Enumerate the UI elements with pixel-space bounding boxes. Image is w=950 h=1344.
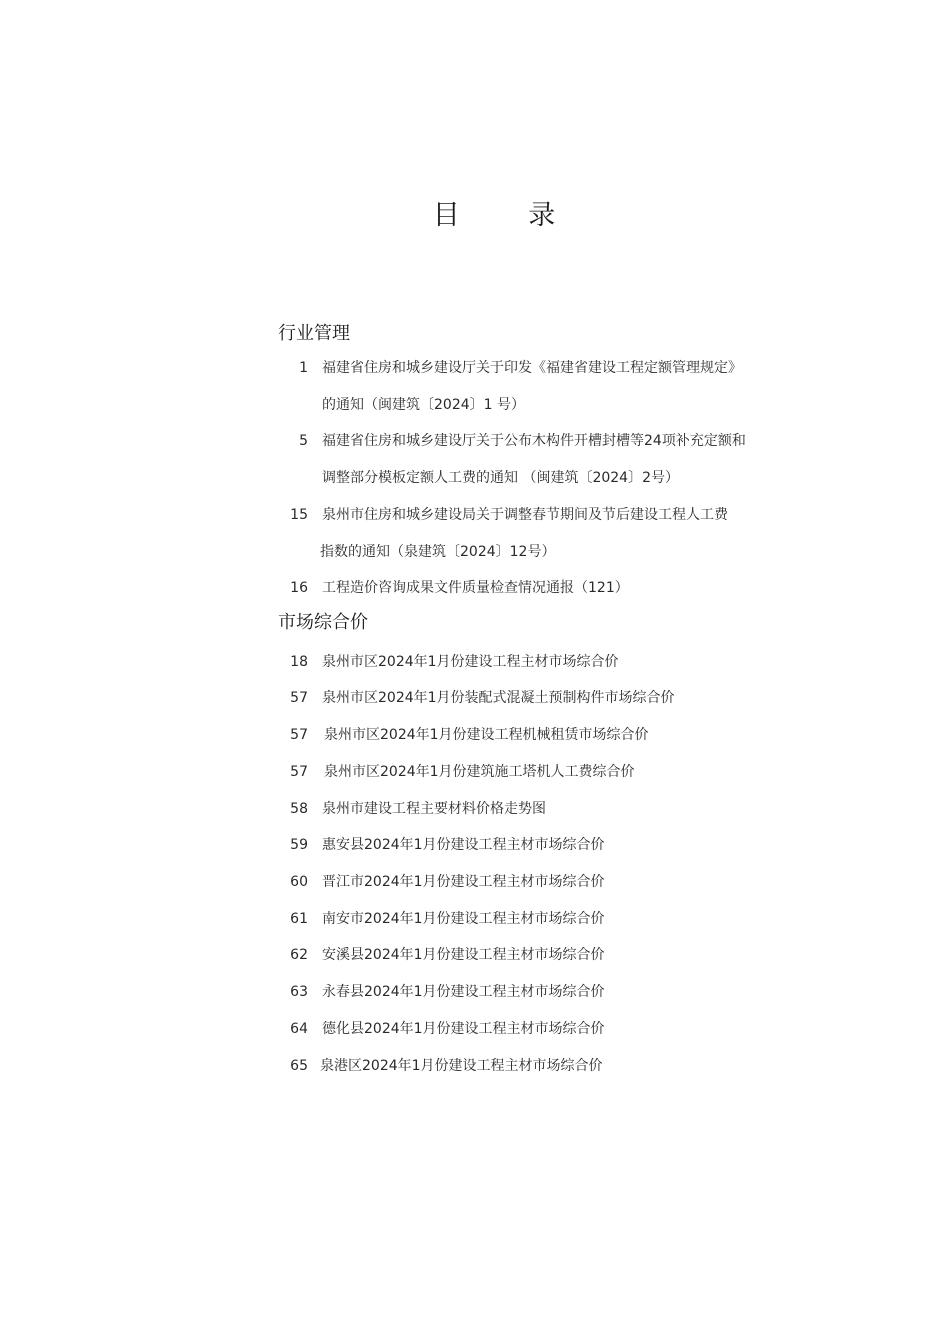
section-heading-market-price: 市场综合价 xyxy=(278,612,368,633)
toc-page-number: 65 xyxy=(290,1058,308,1074)
toc-page-number: 58 xyxy=(290,801,308,817)
section-heading-industry-management: 行业管理 xyxy=(278,323,350,344)
toc-page-number: 16 xyxy=(290,580,308,596)
toc-page-number: 18 xyxy=(290,654,308,670)
toc-entry-title: 福建省住房和城乡建设厅关于印发《福建省建设工程定额管理规定》 xyxy=(322,360,742,376)
toc-entry-title: 晋江市2024年1月份建设工程主材市场综合价 xyxy=(322,874,605,890)
toc-entry-title: 安溪县2024年1月份建设工程主材市场综合价 xyxy=(322,947,605,963)
page-title: 目 录 xyxy=(432,200,586,231)
toc-page-number: 1 xyxy=(299,360,308,376)
toc-entry-title: 泉州市区2024年1月份建设工程主材市场综合价 xyxy=(322,654,619,670)
toc-entry-title: 德化县2024年1月份建设工程主材市场综合价 xyxy=(322,1021,605,1037)
toc-page-number: 64 xyxy=(290,1021,308,1037)
toc-entry-title: 福建省住房和城乡建设厅关于公布木构件开槽封槽等24项补充定额和 xyxy=(322,433,746,449)
toc-entry-title: 泉州市区2024年1月份建筑施工塔机人工费综合价 xyxy=(324,764,635,780)
toc-page-number: 57 xyxy=(290,764,308,780)
toc-entry-title: 永春县2024年1月份建设工程主材市场综合价 xyxy=(322,984,605,1000)
toc-entry-title: 泉州市建设工程主要材料价格走势图 xyxy=(322,801,546,817)
toc-page-number: 57 xyxy=(290,690,308,706)
toc-entry-title-continued: 调整部分模板定额人工费的通知 （闽建筑〔2024〕2号） xyxy=(322,470,679,486)
toc-page-number: 59 xyxy=(290,837,308,853)
toc-entry-title: 泉州市住房和城乡建设局关于调整春节期间及节后建设工程人工费 xyxy=(322,507,728,523)
toc-entry-title: 泉州市区2024年1月份装配式混凝土预制构件市场综合价 xyxy=(322,690,675,706)
toc-entry-title: 工程造价咨询成果文件质量检查情况通报（121） xyxy=(322,580,629,596)
toc-entry-title: 南安市2024年1月份建设工程主材市场综合价 xyxy=(322,911,605,927)
toc-entry-title-continued: 指数的通知（泉建筑〔2024〕12号） xyxy=(320,544,556,560)
toc-page-number: 60 xyxy=(290,874,308,890)
toc-entry-title: 惠安县2024年1月份建设工程主材市场综合价 xyxy=(322,837,605,853)
toc-entry-title: 泉港区2024年1月份建设工程主材市场综合价 xyxy=(320,1058,603,1074)
toc-page-number: 61 xyxy=(290,911,308,927)
toc-page-number: 62 xyxy=(290,947,308,963)
toc-entry-title: 泉州市区2024年1月份建设工程机械租赁市场综合价 xyxy=(324,727,649,743)
toc-page-number: 5 xyxy=(299,433,308,449)
toc-page-number: 57 xyxy=(290,727,308,743)
toc-entry-title-continued: 的通知（闽建筑〔2024〕1 号） xyxy=(322,397,525,413)
toc-page-number: 63 xyxy=(290,984,308,1000)
toc-page-number: 15 xyxy=(290,507,308,523)
